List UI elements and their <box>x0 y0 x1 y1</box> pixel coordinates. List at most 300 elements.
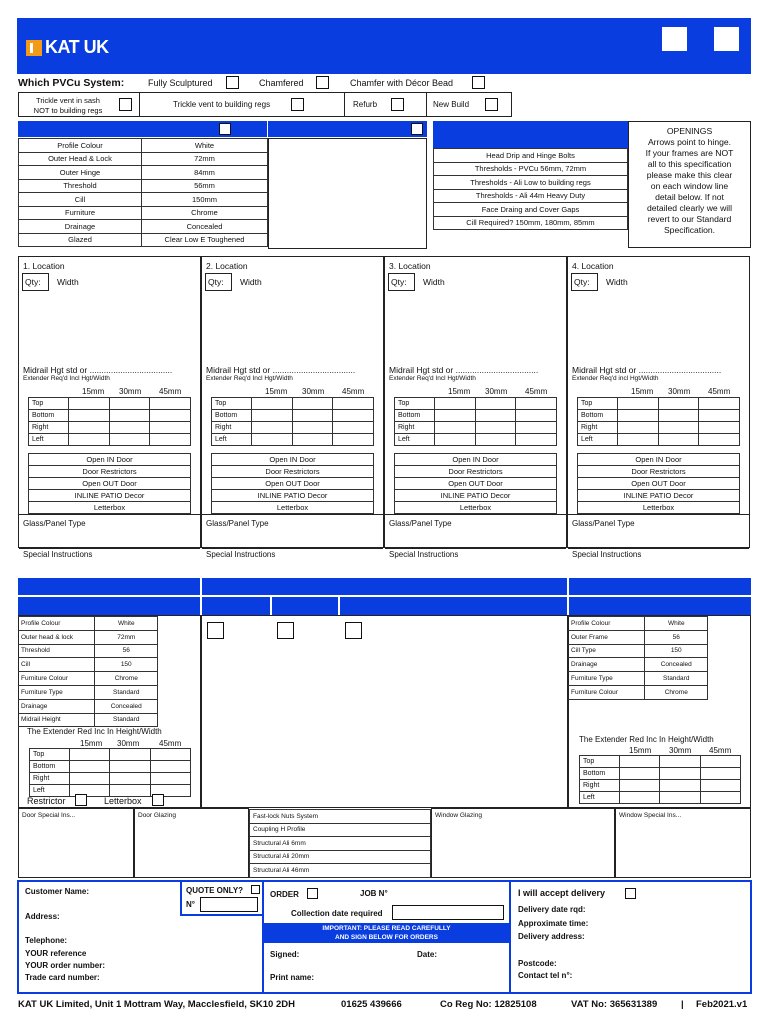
refurb-checkbox[interactable] <box>391 98 404 111</box>
note-row <box>434 162 628 176</box>
lower-left-value: 56 <box>94 644 158 658</box>
door-option-label: Letterbox <box>212 502 374 514</box>
extender-cell[interactable] <box>333 398 374 410</box>
extender-cell[interactable] <box>516 422 557 434</box>
extender-cell[interactable] <box>150 410 191 422</box>
door-option-row[interactable] <box>395 502 557 514</box>
lower-middle-checkbox[interactable] <box>207 622 224 639</box>
note-text: Cill Required? 150mm, 180mm, 85mm <box>434 216 628 230</box>
extender-row <box>578 410 740 422</box>
delivery-date-label: Delivery date rqd: <box>518 905 586 914</box>
door-option-row[interactable] <box>29 466 191 478</box>
extender-cell[interactable] <box>333 410 374 422</box>
door-option-label: Open IN Door <box>395 454 557 466</box>
qty-label: Qty: <box>574 277 590 287</box>
extender-cell[interactable] <box>252 434 293 446</box>
door-option-label: Door Restrictors <box>578 466 740 478</box>
side-label: Left <box>30 785 70 797</box>
note-text: Thresholds - Ali 44m Heavy Duty <box>434 189 628 203</box>
extender-row <box>30 761 191 773</box>
side-label: Bottom <box>578 410 618 422</box>
spec-value: 84mm <box>142 166 268 180</box>
extender-row <box>580 756 741 768</box>
glass-divider <box>568 514 749 515</box>
extender-cell[interactable] <box>110 785 150 797</box>
system-row[interactable] <box>250 864 431 878</box>
size-label: 45mm <box>709 746 732 755</box>
extender-row <box>29 398 191 410</box>
lower-left-label: Midrail Height <box>18 713 94 727</box>
extender-cell[interactable] <box>516 434 557 446</box>
side-label: Left <box>395 434 435 446</box>
lower-left-value: Standard <box>94 713 158 727</box>
side-label: Bottom <box>212 410 252 422</box>
extender-row <box>29 422 191 434</box>
system-option-checkbox[interactable] <box>472 76 485 89</box>
width-label: Width <box>240 277 262 287</box>
extender-row <box>30 773 191 785</box>
spec-label: Drainage <box>19 220 142 234</box>
extender-cell[interactable] <box>109 410 150 422</box>
quote-no-input[interactable] <box>200 897 258 912</box>
extender-grid <box>28 397 191 446</box>
extender-cell[interactable] <box>150 422 191 434</box>
door-option-row[interactable] <box>29 454 191 466</box>
new-build-checkbox[interactable] <box>485 98 498 111</box>
extender-cell[interactable] <box>620 768 660 780</box>
extender-cell[interactable] <box>110 761 150 773</box>
vent-to-regs-label: Trickle vent to building regs <box>173 100 271 109</box>
extender-row <box>212 434 374 446</box>
extender-cell[interactable] <box>700 756 740 768</box>
door-option-label: Open IN Door <box>212 454 374 466</box>
extender-cell[interactable] <box>660 756 700 768</box>
extender-cell[interactable] <box>516 398 557 410</box>
width-label: Width <box>423 277 445 287</box>
extender-cell[interactable] <box>620 756 660 768</box>
vent-divider <box>139 92 140 117</box>
quote-only-checkbox[interactable] <box>251 885 260 894</box>
quote-no-label: N° <box>186 900 195 909</box>
extender-cell[interactable] <box>660 768 700 780</box>
logo-mark-icon <box>26 40 42 56</box>
logo <box>26 37 109 58</box>
lower-right-value: White <box>644 617 708 631</box>
spec-row <box>19 152 268 166</box>
lower-right-value: 150 <box>644 644 708 658</box>
extender-cell[interactable] <box>69 434 110 446</box>
door-option-row[interactable] <box>212 502 374 514</box>
location-column <box>201 256 384 559</box>
note-row <box>434 203 628 217</box>
glass-label: Glass/Panel Type <box>206 519 269 528</box>
extender-cell[interactable] <box>618 398 659 410</box>
spec-row <box>19 193 268 207</box>
lower-right-row <box>568 672 708 686</box>
side-label: Bottom <box>30 761 70 773</box>
side-label: Right <box>29 422 69 434</box>
spec-checkbox-2[interactable] <box>411 123 423 135</box>
door-option-label: Open OUT Door <box>29 478 191 490</box>
letterbox-checkbox[interactable] <box>152 794 164 806</box>
notes-table <box>433 148 628 230</box>
extender-cell[interactable] <box>150 434 191 446</box>
side-label: Right <box>30 773 70 785</box>
door-option-row[interactable] <box>578 490 740 502</box>
special-label: Special Instructions <box>572 550 642 559</box>
extender-row <box>578 422 740 434</box>
lower-left-label: Threshold <box>18 644 94 658</box>
lower-right-label: Furniture Type <box>568 672 644 686</box>
lower-left-value: Concealed <box>94 699 158 713</box>
extender-cell[interactable] <box>292 422 333 434</box>
order-checkbox[interactable] <box>307 888 318 899</box>
door-option-row[interactable] <box>395 478 557 490</box>
approx-time-label: Approximate time: <box>518 919 589 928</box>
extender-cell[interactable] <box>658 434 699 446</box>
system-option-label: Chamfer with Décor Bead <box>350 78 454 88</box>
extender-cell[interactable] <box>69 398 110 410</box>
width-label: Width <box>57 277 79 287</box>
lower-right-row <box>568 630 708 644</box>
lower-left-row <box>18 672 158 686</box>
glass-divider <box>385 514 566 515</box>
openings-line: revert to our Standard <box>647 214 732 224</box>
extender-cell[interactable] <box>292 398 333 410</box>
glass-label: Glass/Panel Type <box>572 519 635 528</box>
extender-cell[interactable] <box>333 422 374 434</box>
extender-cell[interactable] <box>475 398 516 410</box>
extender-cell[interactable] <box>660 780 700 792</box>
size-label: 15mm <box>629 746 652 755</box>
accept-delivery-label: I will accept delivery <box>518 888 606 898</box>
extender-cell[interactable] <box>700 780 740 792</box>
spec-value: Chrome <box>142 206 268 220</box>
extender-row <box>395 422 557 434</box>
extender-cell[interactable] <box>658 422 699 434</box>
lower-left-value: Chrome <box>94 672 158 686</box>
extender-cell[interactable] <box>660 792 700 804</box>
lower-left-row <box>18 630 158 644</box>
door-option-row[interactable] <box>578 454 740 466</box>
side-label: Left <box>212 434 252 446</box>
extender-cell[interactable] <box>150 761 190 773</box>
openings-line: detailed clearly we will <box>646 203 733 213</box>
side-label: Right <box>580 780 620 792</box>
system-option-label: Fully Sculptured <box>148 78 213 88</box>
extender-cell[interactable] <box>252 398 293 410</box>
location-title: 4. Location <box>572 261 614 271</box>
size-label: 15mm <box>631 387 654 396</box>
extender-row <box>578 434 740 446</box>
extender-cell[interactable] <box>435 398 476 410</box>
extender-cell[interactable] <box>69 410 110 422</box>
extender-cell[interactable] <box>620 780 660 792</box>
extender-cell[interactable] <box>618 434 659 446</box>
systems-table <box>249 809 431 878</box>
extender-cell[interactable] <box>109 398 150 410</box>
lower-left-extender-label: The Extender Red Inc In Height/Width <box>27 727 162 736</box>
address-label: Address: <box>25 912 60 921</box>
extender-cell[interactable] <box>69 422 110 434</box>
side-label: Top <box>30 749 70 761</box>
spec-value: White <box>142 139 268 153</box>
door-option-row[interactable] <box>578 502 740 514</box>
vent-not-checkbox[interactable] <box>119 98 132 111</box>
system-row[interactable] <box>250 823 431 837</box>
size-label: 30mm <box>485 387 508 396</box>
system-option-checkbox[interactable] <box>316 76 329 89</box>
vent-to-regs-checkbox[interactable] <box>291 98 304 111</box>
lower-left-row <box>18 685 158 699</box>
door-option-row[interactable] <box>395 490 557 502</box>
lower-header-divider <box>18 595 751 597</box>
door-option-row[interactable] <box>29 490 191 502</box>
notes-header-bar <box>433 121 628 148</box>
lower-right-label: Furniture Colour <box>568 685 644 699</box>
lower-middle-panel <box>201 615 568 808</box>
extender-cell[interactable] <box>70 761 110 773</box>
job-no-label: JOB N° <box>360 889 388 898</box>
important-line1: IMPORTANT: PLEASE READ CAREFULLY <box>322 925 451 932</box>
extender-cell[interactable] <box>109 434 150 446</box>
door-option-label: Open OUT Door <box>578 478 740 490</box>
extender-cell[interactable] <box>252 410 293 422</box>
vent-not-line2: NOT to building regs <box>33 106 103 115</box>
date-label: Date: <box>417 950 438 959</box>
spec-label: Outer Head & Lock <box>19 152 142 166</box>
door-option-row[interactable] <box>578 478 740 490</box>
footer-separator: | <box>681 999 684 1010</box>
spec-row <box>19 220 268 234</box>
extender-cell[interactable] <box>435 422 476 434</box>
vent-not-line1: Trickle vent in sash <box>36 96 100 105</box>
door-option-label: Open OUT Door <box>395 478 557 490</box>
extender-cell[interactable] <box>699 410 740 422</box>
note-row <box>434 176 628 190</box>
door-option-label: Open IN Door <box>578 454 740 466</box>
extender-row <box>395 398 557 410</box>
accept-delivery-checkbox[interactable] <box>625 888 636 899</box>
location-title: 1. Location <box>23 261 65 271</box>
lower-right-value: 56 <box>644 630 708 644</box>
door-option-label: INLINE PATIO Decor <box>212 490 374 502</box>
extender-cell[interactable] <box>292 434 333 446</box>
spec-value: 72mm <box>142 152 268 166</box>
door-option-row[interactable] <box>212 490 374 502</box>
spec-label: Glazed <box>19 233 142 247</box>
spec-checkbox-1[interactable] <box>219 123 231 135</box>
spec-table <box>18 138 268 247</box>
lower-header-vdivider <box>270 597 272 615</box>
spec-label: Furniture <box>19 206 142 220</box>
extender-row <box>578 398 740 410</box>
extender-cell[interactable] <box>699 398 740 410</box>
door-option-label: Door Restrictors <box>212 466 374 478</box>
lower-left-label: Furniture Colour <box>18 672 94 686</box>
door-option-label: Letterbox <box>395 502 557 514</box>
extender-cell[interactable] <box>252 422 293 434</box>
logo-text: KAT UK <box>45 37 109 57</box>
spec-label: Profile Colour <box>19 139 142 153</box>
extender-grid <box>577 397 740 446</box>
lower-left-value: 72mm <box>94 630 158 644</box>
door-options-table <box>211 453 374 514</box>
extender-cell[interactable] <box>516 410 557 422</box>
postcode-label: Postcode: <box>518 959 557 968</box>
your-order-label: YOUR order number: <box>25 961 106 970</box>
extender-cell[interactable] <box>699 422 740 434</box>
extender-cell[interactable] <box>333 434 374 446</box>
restrictor-checkbox[interactable] <box>75 794 87 806</box>
spec-row <box>19 179 268 193</box>
extender-cell[interactable] <box>620 792 660 804</box>
lower-right-label: Outer Frame <box>568 630 644 644</box>
door-option-row[interactable] <box>395 466 557 478</box>
extender-cell[interactable] <box>658 398 699 410</box>
lower-left-value: White <box>94 617 158 631</box>
extender-cell[interactable] <box>70 749 110 761</box>
extender-cell[interactable] <box>700 768 740 780</box>
footer-co-reg: Co Reg No: 12825108 <box>440 999 537 1010</box>
qty-label: Qty: <box>208 277 224 287</box>
important-line2: AND SIGN BELOW FOR ORDERS <box>335 934 438 941</box>
special-label: Special Instructions <box>389 550 459 559</box>
door-option-row[interactable] <box>212 466 374 478</box>
system-row[interactable] <box>250 850 431 864</box>
extender-cell[interactable] <box>475 422 516 434</box>
customer-name-label: Customer Name: <box>25 887 90 896</box>
openings-text <box>629 126 750 236</box>
extender-cell[interactable] <box>70 773 110 785</box>
vent-divider <box>344 92 345 117</box>
collection-date-input[interactable] <box>392 905 504 920</box>
extender-cell[interactable] <box>618 422 659 434</box>
door-option-label: Letterbox <box>29 502 191 514</box>
spec-empty-panel <box>268 138 427 249</box>
size-label: 30mm <box>302 387 325 396</box>
lower-left-row <box>18 713 158 727</box>
spec-value: Concealed <box>142 220 268 234</box>
system-row[interactable] <box>250 810 431 824</box>
window-glazing-label: Window Glazing <box>435 812 482 819</box>
door-option-label: Open IN Door <box>29 454 191 466</box>
extender-label: Extender Req'd incl Hgt/Width <box>572 375 659 382</box>
extender-cell[interactable] <box>150 749 190 761</box>
footer-vat: VAT No: 365631389 <box>571 999 658 1010</box>
location-title: 2. Location <box>206 261 248 271</box>
lower-left-row <box>18 644 158 658</box>
note-text: Face Draing and Cover Gaps <box>434 203 628 217</box>
new-build-label: New Build <box>433 100 470 109</box>
extender-cell[interactable] <box>110 749 150 761</box>
header-bar <box>17 18 751 74</box>
extender-cell[interactable] <box>699 434 740 446</box>
telephone-label: Telephone: <box>25 936 68 945</box>
door-option-row[interactable] <box>578 466 740 478</box>
openings-line: detail below. If not <box>655 192 724 202</box>
window-special-label: Window Special Ins... <box>619 812 682 819</box>
door-option-row[interactable] <box>395 454 557 466</box>
system-row[interactable] <box>250 837 431 851</box>
extender-label: Extender Req'd Incl Hgt/Width <box>206 375 293 382</box>
extender-label: Extender Req'd Incl Hgt/Width <box>23 375 110 382</box>
contact-tel-label: Contact tel n°: <box>518 971 573 980</box>
quote-only-label: QUOTE ONLY? <box>186 886 244 895</box>
door-option-label: Letterbox <box>578 502 740 514</box>
door-option-label: Door Restrictors <box>29 466 191 478</box>
midrail-label: Midrail Hgt std or ................................... <box>389 365 539 375</box>
door-options-table <box>28 453 191 514</box>
system-option-checkbox[interactable] <box>226 76 239 89</box>
extender-row <box>580 780 741 792</box>
order-label: ORDER <box>270 890 299 899</box>
lower-left-label: Cill <box>18 658 94 672</box>
lower-header-vdivider <box>567 578 569 615</box>
extender-row <box>212 410 374 422</box>
location-title: 3. Location <box>389 261 431 271</box>
location-column <box>18 256 201 559</box>
glass-divider <box>19 514 200 515</box>
size-label: 15mm <box>265 387 288 396</box>
door-option-label: INLINE PATIO Decor <box>395 490 557 502</box>
extender-grid <box>394 397 557 446</box>
midrail-label: Midrail Hgt std or ................................... <box>206 365 356 375</box>
midrail-label: Midrail Hgt std or ................................... <box>23 365 173 375</box>
door-option-label: Door Restrictors <box>395 466 557 478</box>
your-ref-label: YOUR reference <box>25 949 87 958</box>
extender-cell[interactable] <box>658 410 699 422</box>
size-label: 15mm <box>80 739 103 748</box>
extender-cell[interactable] <box>150 773 190 785</box>
door-option-row[interactable] <box>212 478 374 490</box>
lower-header-vdivider <box>338 597 340 615</box>
lower-right-row <box>568 685 708 699</box>
side-label: Right <box>212 422 252 434</box>
lower-right-value: Standard <box>644 672 708 686</box>
size-label: 30mm <box>669 746 692 755</box>
order-divider <box>509 880 511 994</box>
door-option-row[interactable] <box>29 502 191 514</box>
extender-cell[interactable] <box>435 434 476 446</box>
extender-cell[interactable] <box>475 434 516 446</box>
size-label: 15mm <box>448 387 471 396</box>
extender-cell[interactable] <box>618 410 659 422</box>
size-label: 15mm <box>82 387 105 396</box>
door-option-row[interactable] <box>29 478 191 490</box>
extender-cell[interactable] <box>110 773 150 785</box>
note-row <box>434 149 628 163</box>
extender-cell[interactable] <box>435 410 476 422</box>
lower-right-row <box>568 617 708 631</box>
lower-middle-checkbox[interactable] <box>345 622 362 639</box>
system-label: Structural Ali 46mm <box>250 864 431 878</box>
extender-cell[interactable] <box>109 422 150 434</box>
spec-value: 56mm <box>142 179 268 193</box>
size-label: 30mm <box>668 387 691 396</box>
size-label: 30mm <box>117 739 140 748</box>
extender-cell[interactable] <box>475 410 516 422</box>
lower-middle-checkbox[interactable] <box>277 622 294 639</box>
extender-row <box>395 410 557 422</box>
lower-left-label: Drainage <box>18 699 94 713</box>
extender-cell[interactable] <box>292 410 333 422</box>
header-box-1 <box>662 27 687 51</box>
extender-cell[interactable] <box>700 792 740 804</box>
lower-left-label: Outer head & lock <box>18 630 94 644</box>
door-option-row[interactable] <box>212 454 374 466</box>
extender-cell[interactable] <box>150 398 191 410</box>
